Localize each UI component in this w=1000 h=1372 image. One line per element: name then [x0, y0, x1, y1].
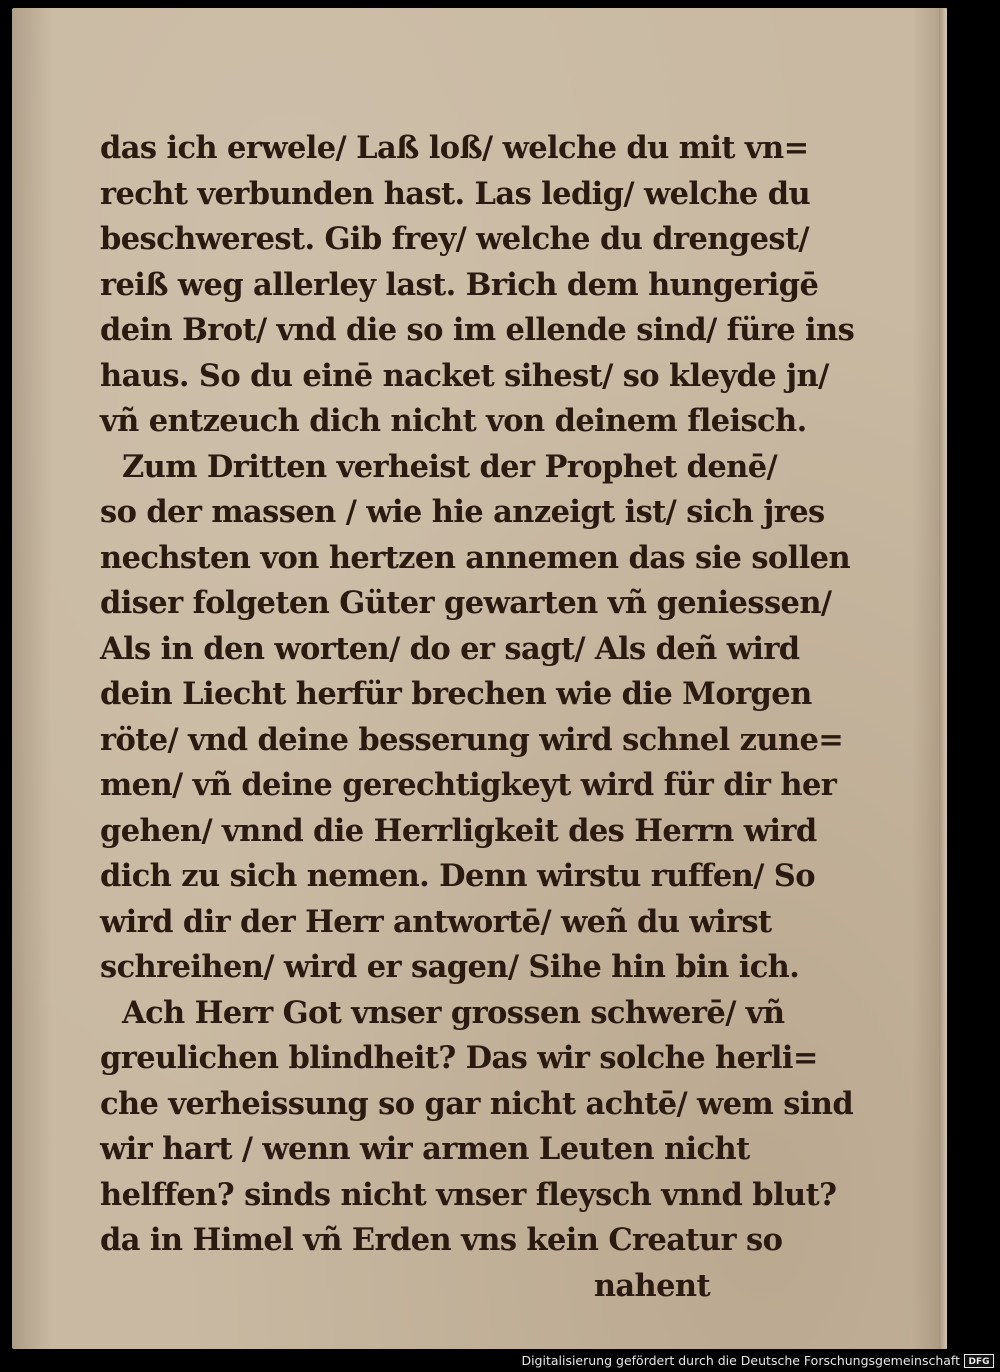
- book-page: [12, 8, 947, 1349]
- text-line: che verheissung so gar nicht achtē/ wem sind: [100, 1085, 854, 1122]
- text-line: Zum Dritten verheist der Prophet denē/: [122, 448, 778, 485]
- page-text: [100, 126, 855, 1309]
- text-line: helffen? sinds nicht vnser fleysch vnnd blut?: [100, 1176, 837, 1213]
- text-line: das ich erwele/ Laß loß/ welche du mit vn=: [100, 130, 809, 166]
- page-edge: [939, 8, 947, 1349]
- text-line: dein Liecht herfür brechen wie die Morgen: [100, 676, 812, 712]
- text-line: reiß weg allerley last. Brich dem hungerigē: [100, 266, 819, 303]
- funding-credit: Digitalisierung gefördert durch die Deutsche Forschungsgemeinschaft: [521, 1353, 960, 1368]
- text-line: da in Himel vñ Erden vns kein Creatur so: [100, 1222, 783, 1258]
- text-line: Als in den worten/ do er sagt/ Als deñ wird: [100, 630, 800, 667]
- text-line: dein Brot/ vnd die so im ellende sind/ füre ins: [100, 312, 855, 348]
- text-line: schreihen/ wird er sagen/ Sihe hin bin ich.: [100, 949, 800, 985]
- text-line: nechsten von hertzen annemen das sie sollen: [100, 539, 851, 576]
- text-line: dich zu sich nemen. Denn wirstu ruffen/ So: [100, 858, 815, 894]
- text-line: greulichen blindheit? Das wir solche herli=: [100, 1040, 818, 1076]
- text-line: gehen/ vnnd die Herrligkeit des Herrn wird: [100, 812, 817, 849]
- text-line: wird dir der Herr antwortē/ weñ du wirst: [100, 903, 772, 940]
- text-line: Ach Herr Got vnser grossen schwerē/ vñ: [122, 994, 785, 1031]
- text-line: men/ vñ deine gerechtigkeyt wird für dir her: [100, 767, 837, 803]
- text-line: so der massen / wie hie anzeigt ist/ sich jres: [100, 494, 825, 530]
- text-line: röte/ vnd deine besserung wird schnel zune=: [100, 721, 844, 758]
- text-line: recht verbunden hast. Las ledig/ welche du: [100, 175, 811, 212]
- text-line: haus. So du einē nacket sihest/ so kleyde jn/: [100, 357, 829, 394]
- text-line: wir hart / wenn wir armen Leuten nicht: [100, 1131, 750, 1167]
- dfg-logo-icon: DFG: [964, 1354, 994, 1368]
- text-line: diser folgeten Güter gewarten vñ geniessen/: [100, 585, 832, 621]
- footer-bar: [0, 1350, 1000, 1372]
- text-line: beschwerest. Gib frey/ welche du drengest/: [100, 221, 809, 257]
- text-line: vñ entzeuch dich nicht von deinem fleisch.: [100, 403, 807, 439]
- catchword: nahent: [593, 1267, 710, 1304]
